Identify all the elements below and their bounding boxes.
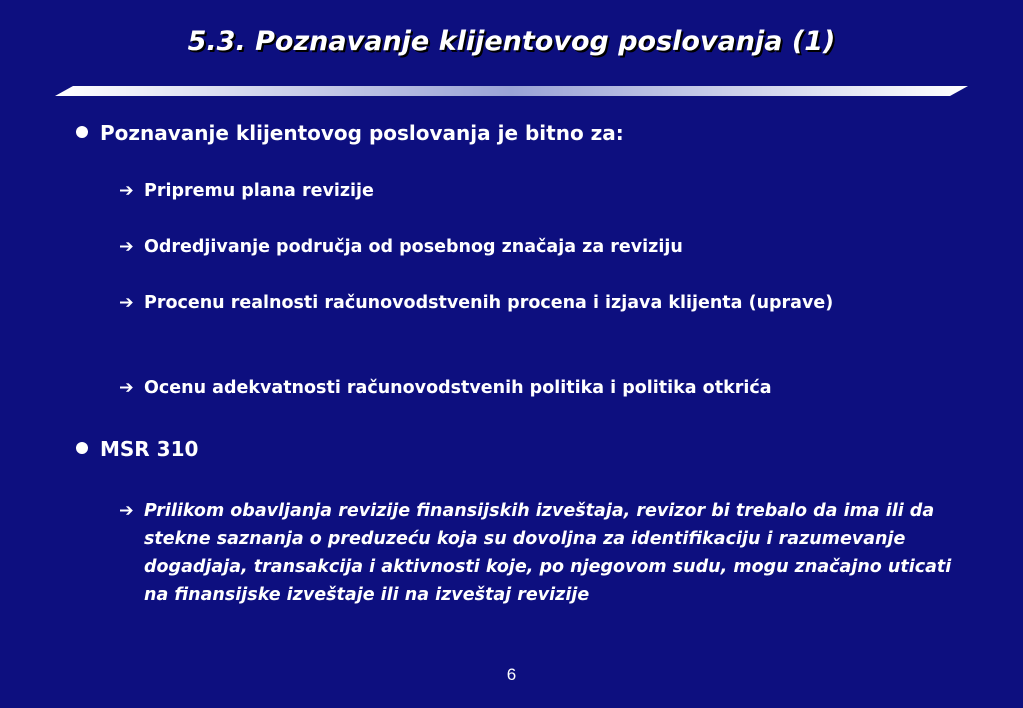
- item-text: Procenu realnosti računovodstvenih procena i izjava klijenta (uprave): [144, 293, 834, 313]
- bullet-2-item-1: [119, 497, 959, 609]
- bullet-1-item-3: [119, 289, 869, 317]
- arrow-right-icon: ➔: [119, 501, 134, 521]
- item-text: Pripremu plana revizije: [144, 181, 374, 201]
- arrow-right-icon: ➔: [119, 378, 134, 398]
- bullet-1: [76, 120, 624, 146]
- bullet-1-item-1: [119, 177, 879, 205]
- page-number: 6: [506, 665, 517, 684]
- arrow-right-icon: ➔: [119, 293, 134, 313]
- bullet-2: [76, 436, 198, 462]
- item-text: Ocenu adekvatnosti računovodstvenih politika i politika otkrića: [144, 378, 772, 398]
- slide-title: 5.3. Poznavanje klijentovog poslovanja (1): [187, 26, 836, 57]
- arrow-right-icon: ➔: [119, 181, 134, 201]
- bullet-1-label: Poznavanje klijentovog poslovanja je bitno za:: [100, 121, 624, 145]
- title-divider: [55, 86, 968, 96]
- item-text: Prilikom obavljanja revizije finansijskih izveštaja, revizor bi trebalo da ima ili da stekne saznanja o preduzeću koja su dovoljna za identifikaciju i razumevanje dogadjaja, transakcija i aktivnosti koje, po njegovom sudu, mogu značajno uticati na finansijske izveštaje ili na izveštaj revizije: [144, 501, 952, 605]
- bullet-2-label: MSR 310: [100, 437, 199, 461]
- bullet-1-item-4: [119, 374, 919, 402]
- bullet-1-item-2: [119, 233, 879, 261]
- item-text: Odredjivanje područja od posebnog značaja za reviziju: [144, 237, 683, 257]
- bullet-dot: [76, 442, 88, 454]
- bullet-dot: [76, 126, 88, 138]
- arrow-right-icon: ➔: [119, 237, 134, 257]
